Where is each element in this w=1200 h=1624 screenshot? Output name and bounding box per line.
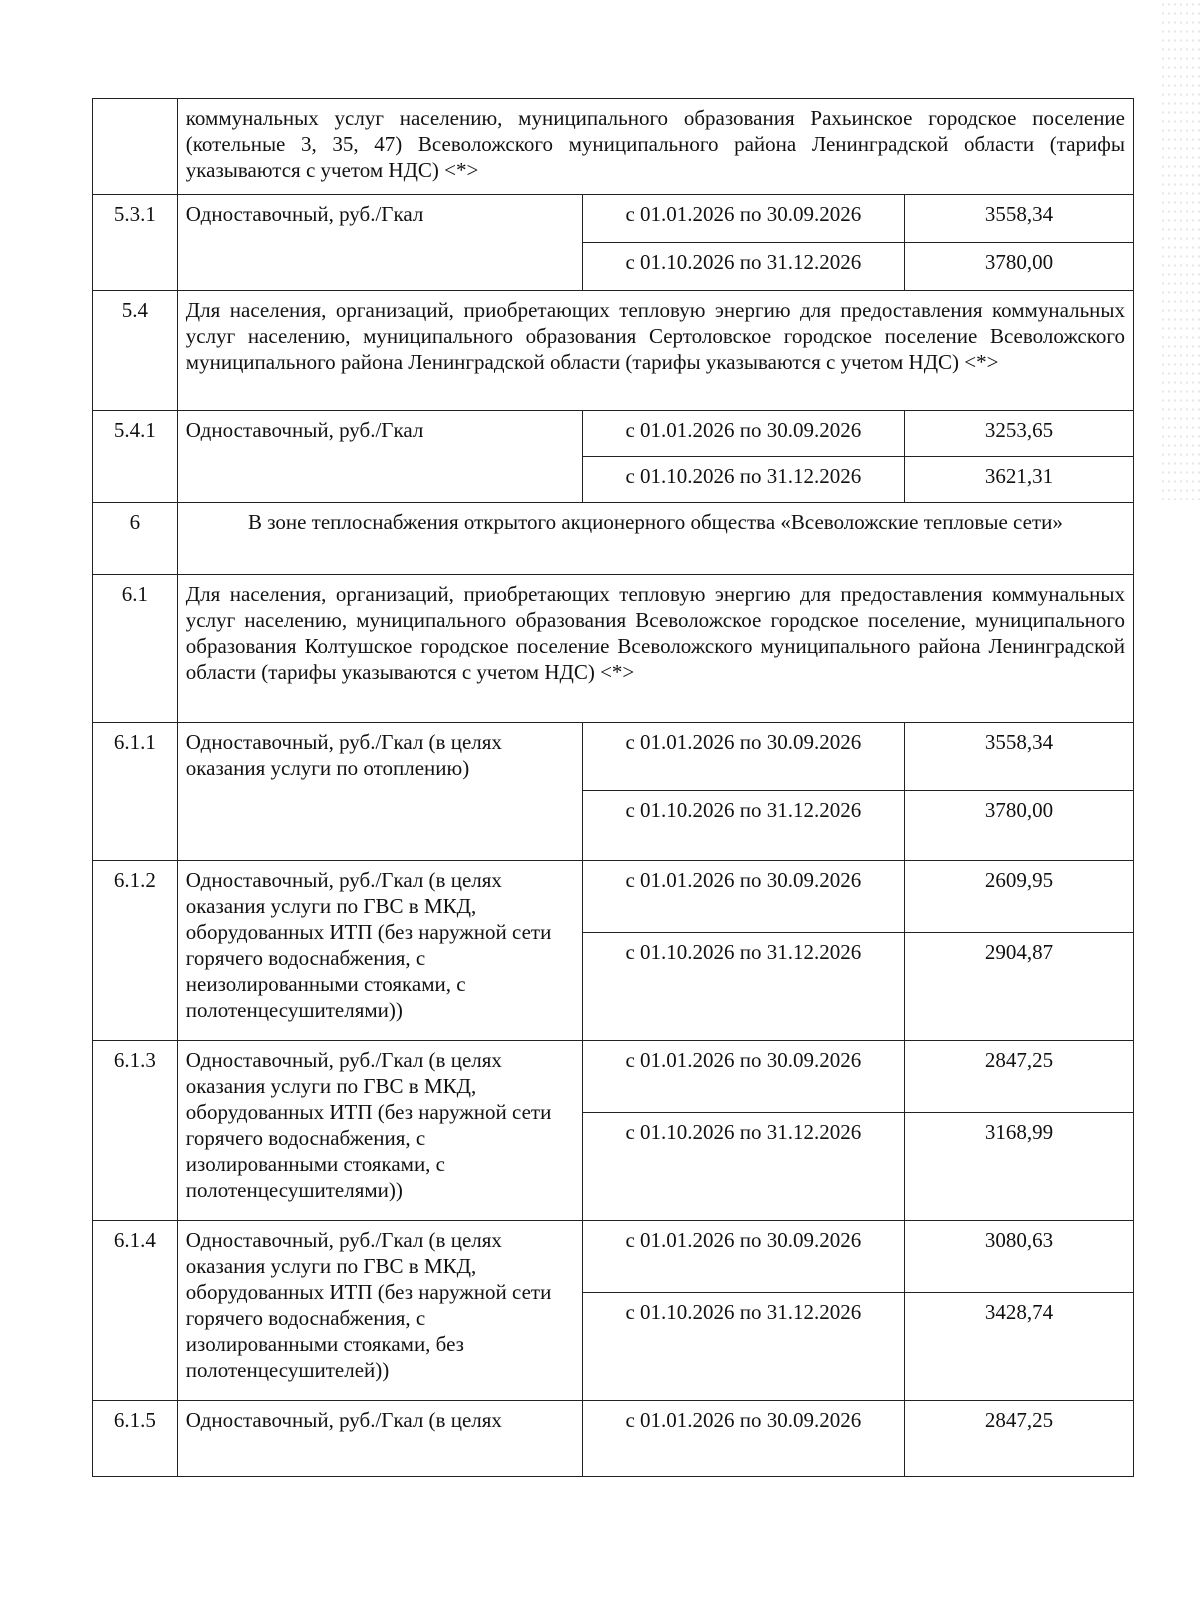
table-row (93, 1221, 1134, 1293)
period: с 01.10.2026 по 31.12.2026 (582, 791, 904, 861)
tariff-value: 2847,25 (904, 1041, 1133, 1113)
tariff-value: 3168,99 (904, 1113, 1133, 1221)
row-number: 6.1.5 (93, 1401, 178, 1477)
section-text: Для населения, организаций, приобретающих тепловую энергию для предоставления коммунальных услуг населению, муниципального образования Всеволожское городское поселение, муниципального образования Колтушское городское поселение Всеволожского муниципального района Ленинградской области (тарифы указываются с учетом НДС) <*> (177, 575, 1133, 723)
scan-noise (1160, 0, 1200, 500)
section-text: Для населения, организаций, приобретающих тепловую энергию для предоставления коммунальных услуг населению, муниципального образования Сертоловское городское поселение Всеволожского муниципального района Ленинградской области (тарифы указываются с учетом НДС) <*> (177, 291, 1133, 411)
tariff-value: 3253,65 (904, 411, 1133, 457)
table-row (93, 723, 1134, 791)
period: с 01.01.2026 по 30.09.2026 (582, 195, 904, 243)
tariff-value: 2904,87 (904, 933, 1133, 1041)
tariff-description: Одноставочный, руб./Гкал (в целях оказания услуги по ГВС в МКД, оборудованных ИТП (без наружной сети горячего водоснабжения, с изолированными стояками, без полотенцесушителей)) (177, 1221, 582, 1401)
row-number: 5.4.1 (93, 411, 178, 503)
row-number: 5.4 (93, 291, 178, 411)
tariff-value: 3080,63 (904, 1221, 1133, 1293)
row-number-cell (93, 99, 178, 195)
table-row (93, 1041, 1134, 1113)
tariff-value: 3780,00 (904, 791, 1133, 861)
period: с 01.01.2026 по 30.09.2026 (582, 1221, 904, 1293)
tariff-description: Одноставочный, руб./Гкал (177, 195, 582, 291)
tariff-table (92, 98, 1134, 1477)
table-row (93, 291, 1134, 411)
row-number: 6.1.4 (93, 1221, 178, 1401)
tariff-value: 2609,95 (904, 861, 1133, 933)
section-text: коммунальных услуг населению, муниципального образования Рахьинское городское поселение (котельные 3, 35, 47) Всеволожского муниципального района Ленинградской области (тарифы указываются с учетом НДС) <*> (177, 99, 1133, 195)
tariff-value: 3558,34 (904, 195, 1133, 243)
zone-heading: В зоне теплоснабжения открытого акционерного общества «Всеволожские тепловые сети» (177, 503, 1133, 575)
period: с 01.01.2026 по 30.09.2026 (582, 723, 904, 791)
table-row (93, 195, 1134, 243)
tariff-description: Одноставочный, руб./Гкал (в целях оказания услуги по ГВС в МКД, оборудованных ИТП (без наружной сети горячего водоснабжения, с неизолированными стояками, с полотенцесушителями)) (177, 861, 582, 1041)
period: с 01.01.2026 по 30.09.2026 (582, 1401, 904, 1477)
period: с 01.10.2026 по 31.12.2026 (582, 933, 904, 1041)
row-number: 6 (93, 503, 178, 575)
row-number: 5.3.1 (93, 195, 178, 291)
table-row (93, 503, 1134, 575)
tariff-value: 3621,31 (904, 457, 1133, 503)
period: с 01.10.2026 по 31.12.2026 (582, 1113, 904, 1221)
row-number: 6.1.1 (93, 723, 178, 861)
period: с 01.10.2026 по 31.12.2026 (582, 1293, 904, 1401)
table-row (93, 575, 1134, 723)
table-row (93, 1401, 1134, 1477)
tariff-value: 3558,34 (904, 723, 1133, 791)
row-number: 6.1.3 (93, 1041, 178, 1221)
tariff-value: 3428,74 (904, 1293, 1133, 1401)
tariff-description: Одноставочный, руб./Гкал (в целях (177, 1401, 582, 1477)
tariff-description: Одноставочный, руб./Гкал (177, 411, 582, 503)
tariff-description: Одноставочный, руб./Гкал (в целях оказания услуги по ГВС в МКД, оборудованных ИТП (без наружной сети горячего водоснабжения, с изолированными стояками, с полотенцесушителями)) (177, 1041, 582, 1221)
table-row (93, 99, 1134, 195)
period: с 01.01.2026 по 30.09.2026 (582, 411, 904, 457)
tariff-value: 3780,00 (904, 243, 1133, 291)
tariff-description: Одноставочный, руб./Гкал (в целях оказания услуги по отоплению) (177, 723, 582, 861)
table-row (93, 861, 1134, 933)
period: с 01.10.2026 по 31.12.2026 (582, 457, 904, 503)
period: с 01.10.2026 по 31.12.2026 (582, 243, 904, 291)
row-number: 6.1 (93, 575, 178, 723)
tariff-value: 2847,25 (904, 1401, 1133, 1477)
period: с 01.01.2026 по 30.09.2026 (582, 1041, 904, 1113)
period: с 01.01.2026 по 30.09.2026 (582, 861, 904, 933)
row-number: 6.1.2 (93, 861, 178, 1041)
table-row (93, 411, 1134, 457)
